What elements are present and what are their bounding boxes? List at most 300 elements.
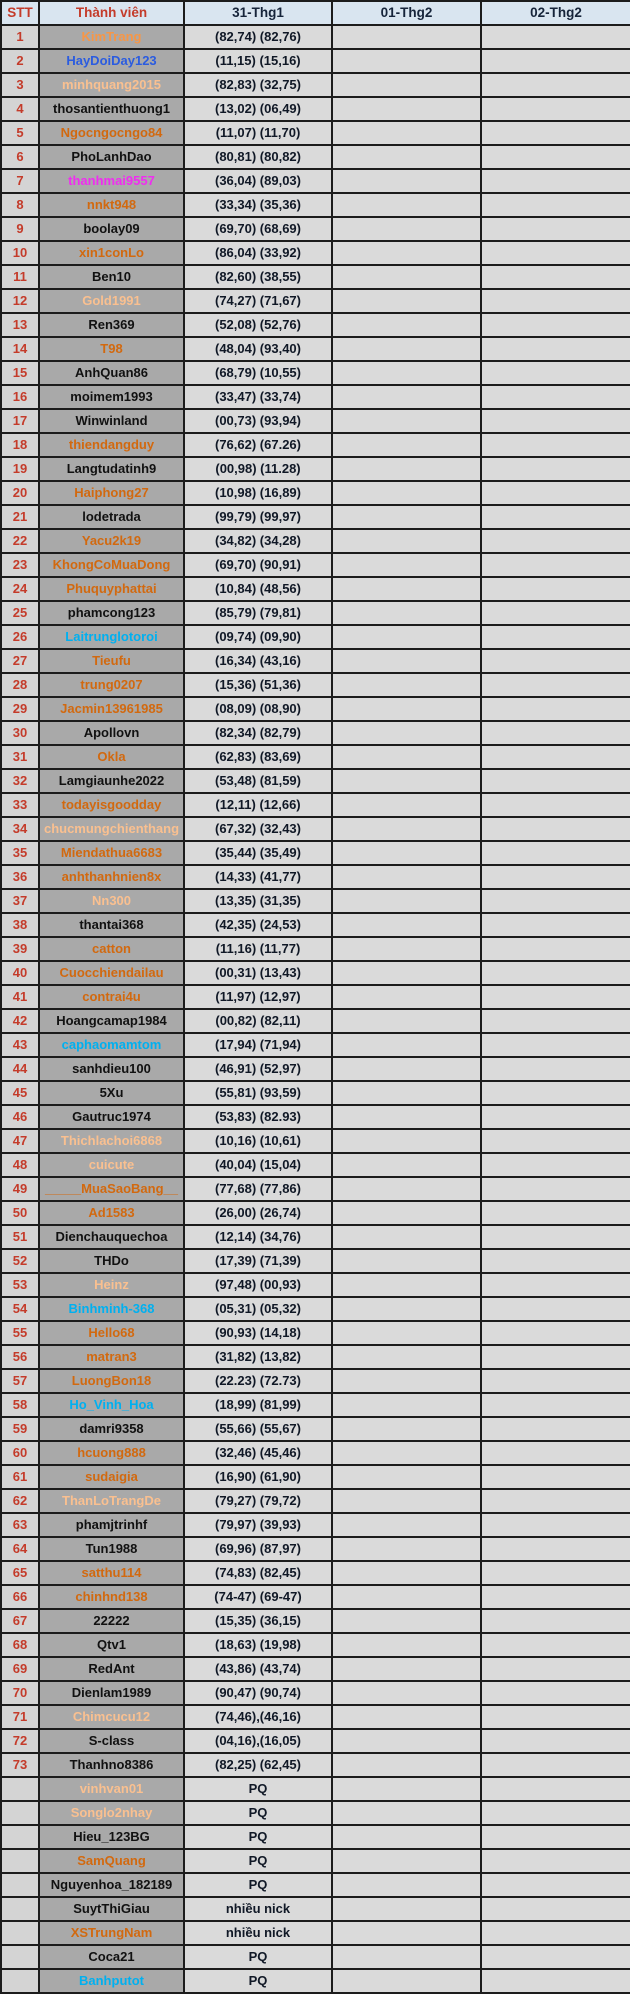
member-name-cell[interactable]: thantai368 [39, 913, 184, 937]
table-row [1, 817, 630, 841]
row-index-cell: 61 [1, 1465, 39, 1489]
table-row [1, 289, 630, 313]
member-name-cell[interactable]: Thichlachoi6868 [39, 1129, 184, 1153]
member-name-cell[interactable]: T98 [39, 337, 184, 361]
member-name-cell[interactable]: Cuocchiendailau [39, 961, 184, 985]
picks-cell-01-thg2 [332, 1801, 481, 1825]
row-index-cell: 48 [1, 1153, 39, 1177]
member-name-cell[interactable]: Ngocngocngo84 [39, 121, 184, 145]
member-name-cell[interactable]: XSTrungNam [39, 1921, 184, 1945]
picks-cell-01-thg2 [332, 817, 481, 841]
table-row [1, 1513, 630, 1537]
header-row [1, 1, 630, 25]
member-name-cell[interactable]: KhongCoMuaDong [39, 553, 184, 577]
member-name-cell[interactable]: Banhputot [39, 1969, 184, 1993]
picks-cell-02-thg2 [481, 649, 630, 673]
picks-cell-02-thg2 [481, 505, 630, 529]
member-name-cell[interactable]: sudaigia [39, 1465, 184, 1489]
picks-cell-02-thg2 [481, 1633, 630, 1657]
picks-cell-02-thg2 [481, 1585, 630, 1609]
picks-cell-31-thg1: (10,98) (16,89) [184, 481, 332, 505]
picks-cell-31-thg1: (74-47) (69-47) [184, 1585, 332, 1609]
table-row [1, 1969, 630, 1993]
row-index-cell: 8 [1, 193, 39, 217]
picks-cell-31-thg1: (15,35) (36,15) [184, 1609, 332, 1633]
picks-cell-02-thg2 [481, 1297, 630, 1321]
table-row [1, 1921, 630, 1945]
row-index-cell: 27 [1, 649, 39, 673]
picks-cell-02-thg2 [481, 1417, 630, 1441]
member-name-cell[interactable]: anhthanhnien8x [39, 865, 184, 889]
picks-cell-31-thg1: (55,81) (93,59) [184, 1081, 332, 1105]
picks-cell-31-thg1: (48,04) (93,40) [184, 337, 332, 361]
member-name-cell[interactable]: Jacmin13961985 [39, 697, 184, 721]
member-name-cell[interactable]: Gold1991 [39, 289, 184, 313]
picks-cell-02-thg2 [481, 1393, 630, 1417]
picks-cell-01-thg2 [332, 793, 481, 817]
member-name-cell[interactable]: Hoangcamap1984 [39, 1009, 184, 1033]
picks-cell-31-thg1: (69,96) (87,97) [184, 1537, 332, 1561]
table-row [1, 1801, 630, 1825]
picks-cell-31-thg1: PQ [184, 1969, 332, 1993]
picks-cell-31-thg1: (69,70) (68,69) [184, 217, 332, 241]
picks-cell-02-thg2 [481, 601, 630, 625]
member-name-cell[interactable]: Haiphong27 [39, 481, 184, 505]
picks-cell-31-thg1: (36,04) (89,03) [184, 169, 332, 193]
picks-cell-01-thg2 [332, 673, 481, 697]
picks-cell-01-thg2 [332, 1321, 481, 1345]
member-name-cell[interactable]: sanhdieu100 [39, 1057, 184, 1081]
picks-cell-31-thg1: (00,73) (93,94) [184, 409, 332, 433]
picks-cell-02-thg2 [481, 937, 630, 961]
row-index-cell: 5 [1, 121, 39, 145]
member-name-cell[interactable]: SuytThiGiau [39, 1897, 184, 1921]
picks-cell-01-thg2 [332, 985, 481, 1009]
table-row [1, 1729, 630, 1753]
picks-cell-02-thg2 [481, 1153, 630, 1177]
picks-cell-31-thg1: nhiều nick [184, 1921, 332, 1945]
picks-cell-02-thg2 [481, 193, 630, 217]
member-name-cell[interactable]: S-class [39, 1729, 184, 1753]
picks-cell-02-thg2 [481, 1969, 630, 1993]
member-name-cell[interactable]: Tun1988 [39, 1537, 184, 1561]
table-row [1, 1393, 630, 1417]
table-row [1, 1825, 630, 1849]
member-name-cell[interactable]: chinhnd138 [39, 1585, 184, 1609]
table-row [1, 97, 630, 121]
picks-cell-02-thg2 [481, 1225, 630, 1249]
member-name-cell[interactable]: Hieu_123BG [39, 1825, 184, 1849]
picks-cell-31-thg1: PQ [184, 1849, 332, 1873]
picks-cell-01-thg2 [332, 193, 481, 217]
picks-cell-01-thg2 [332, 1273, 481, 1297]
row-index-cell: 9 [1, 217, 39, 241]
picks-cell-01-thg2 [332, 1825, 481, 1849]
picks-cell-31-thg1: (77,68) (77,86) [184, 1177, 332, 1201]
member-name-cell[interactable]: RedAnt [39, 1657, 184, 1681]
picks-cell-01-thg2 [332, 1129, 481, 1153]
column-header-02-thg2: 02-Thg2 [481, 1, 630, 25]
table-row [1, 25, 630, 49]
picks-cell-02-thg2 [481, 1009, 630, 1033]
table-row [1, 1489, 630, 1513]
table-row [1, 49, 630, 73]
picks-cell-02-thg2 [481, 745, 630, 769]
table-row [1, 1153, 630, 1177]
picks-cell-01-thg2 [332, 1945, 481, 1969]
picks-cell-01-thg2 [332, 1441, 481, 1465]
picks-cell-31-thg1: (04,16),(16,05) [184, 1729, 332, 1753]
picks-cell-02-thg2 [481, 817, 630, 841]
member-name-cell[interactable]: boolay09 [39, 217, 184, 241]
picks-cell-31-thg1: (15,36) (51,36) [184, 673, 332, 697]
member-name-cell[interactable]: Langtudatinh9 [39, 457, 184, 481]
table-row [1, 1585, 630, 1609]
member-name-cell[interactable]: cuicute [39, 1153, 184, 1177]
picks-cell-01-thg2 [332, 601, 481, 625]
member-name-cell[interactable]: phamcong123 [39, 601, 184, 625]
table-row [1, 193, 630, 217]
member-name-cell[interactable]: Dienlam1989 [39, 1681, 184, 1705]
member-name-cell[interactable]: trung0207 [39, 673, 184, 697]
member-name-cell[interactable]: Ho_Vinh_Hoa [39, 1393, 184, 1417]
picks-cell-31-thg1: (40,04) (15,04) [184, 1153, 332, 1177]
table-row [1, 121, 630, 145]
table-row [1, 505, 630, 529]
member-name-cell[interactable]: Binhminh-368 [39, 1297, 184, 1321]
member-name-cell[interactable]: Laitrunglotoroi [39, 625, 184, 649]
member-name-cell[interactable]: Heinz [39, 1273, 184, 1297]
picks-cell-31-thg1: (13,35) (31,35) [184, 889, 332, 913]
member-name-cell[interactable]: 22222 [39, 1609, 184, 1633]
column-header-01-thg2: 01-Thg2 [332, 1, 481, 25]
row-index-cell: 65 [1, 1561, 39, 1585]
member-name-cell[interactable]: Lamgiaunhe2022 [39, 769, 184, 793]
row-index-cell: 64 [1, 1537, 39, 1561]
member-name-cell[interactable]: Nn300 [39, 889, 184, 913]
table-row [1, 1345, 630, 1369]
picks-cell-01-thg2 [332, 145, 481, 169]
row-index-cell: 3 [1, 73, 39, 97]
picks-cell-01-thg2 [332, 1537, 481, 1561]
picks-cell-02-thg2 [481, 913, 630, 937]
picks-cell-01-thg2 [332, 1489, 481, 1513]
member-name-cell[interactable]: Ad1583 [39, 1201, 184, 1225]
row-index-cell: 21 [1, 505, 39, 529]
picks-cell-02-thg2 [481, 97, 630, 121]
member-name-cell[interactable]: todayisgoodday [39, 793, 184, 817]
member-name-cell[interactable]: Thanhno8386 [39, 1753, 184, 1777]
member-name-cell[interactable]: Ren369 [39, 313, 184, 337]
row-index-cell [1, 1945, 39, 1969]
picks-cell-01-thg2 [332, 361, 481, 385]
member-name-cell[interactable]: 5Xu [39, 1081, 184, 1105]
member-name-cell[interactable]: satthu114 [39, 1561, 184, 1585]
row-index-cell: 40 [1, 961, 39, 985]
member-name-cell[interactable]: catton [39, 937, 184, 961]
table-row [1, 1873, 630, 1897]
picks-cell-01-thg2 [332, 1249, 481, 1273]
picks-cell-31-thg1: (79,27) (79,72) [184, 1489, 332, 1513]
row-index-cell: 11 [1, 265, 39, 289]
picks-cell-01-thg2 [332, 1609, 481, 1633]
member-name-cell[interactable]: contrai4u [39, 985, 184, 1009]
member-name-cell[interactable]: hcuong888 [39, 1441, 184, 1465]
picks-cell-01-thg2 [332, 313, 481, 337]
picks-cell-31-thg1: (67,32) (32,43) [184, 817, 332, 841]
picks-cell-31-thg1: (12,11) (12,66) [184, 793, 332, 817]
picks-cell-02-thg2 [481, 793, 630, 817]
row-index-cell: 49 [1, 1177, 39, 1201]
picks-cell-01-thg2 [332, 1081, 481, 1105]
table-row [1, 1657, 630, 1681]
member-name-cell[interactable]: Hello68 [39, 1321, 184, 1345]
picks-cell-31-thg1: (18,99) (81,99) [184, 1393, 332, 1417]
member-name-cell[interactable]: Yacu2k19 [39, 529, 184, 553]
picks-cell-02-thg2 [481, 265, 630, 289]
member-name-cell[interactable]: Qtv1 [39, 1633, 184, 1657]
picks-cell-31-thg1: (22.23) (72.73) [184, 1369, 332, 1393]
picks-cell-31-thg1: nhiều nick [184, 1897, 332, 1921]
row-index-cell: 24 [1, 577, 39, 601]
picks-cell-01-thg2 [332, 97, 481, 121]
member-name-cell[interactable]: LuongBon18 [39, 1369, 184, 1393]
picks-cell-01-thg2 [332, 1777, 481, 1801]
member-name-cell[interactable]: thanhmai9557 [39, 169, 184, 193]
picks-cell-31-thg1: (10,84) (48,56) [184, 577, 332, 601]
picks-cell-01-thg2 [332, 1225, 481, 1249]
member-name-cell[interactable]: thosantienthuong1 [39, 97, 184, 121]
picks-cell-02-thg2 [481, 289, 630, 313]
table-row [1, 1369, 630, 1393]
picks-cell-01-thg2 [332, 649, 481, 673]
member-name-cell[interactable]: KimTrang [39, 25, 184, 49]
table-row [1, 1753, 630, 1777]
picks-cell-01-thg2 [332, 913, 481, 937]
member-name-cell[interactable]: thiendangduy [39, 433, 184, 457]
row-index-cell [1, 1969, 39, 1993]
picks-cell-01-thg2 [332, 961, 481, 985]
member-name-cell[interactable]: Winwinland [39, 409, 184, 433]
member-name-cell[interactable]: ThanLoTrangDe [39, 1489, 184, 1513]
row-index-cell: 25 [1, 601, 39, 625]
picks-cell-02-thg2 [481, 1657, 630, 1681]
table-row [1, 1537, 630, 1561]
picks-cell-31-thg1: PQ [184, 1945, 332, 1969]
picks-cell-01-thg2 [332, 577, 481, 601]
row-index-cell: 30 [1, 721, 39, 745]
table-row [1, 1009, 630, 1033]
picks-cell-31-thg1: (00,98) (11.28) [184, 457, 332, 481]
table-row [1, 73, 630, 97]
table-row [1, 1897, 630, 1921]
picks-cell-01-thg2 [332, 1177, 481, 1201]
picks-cell-02-thg2 [481, 1801, 630, 1825]
picks-cell-02-thg2 [481, 1105, 630, 1129]
member-name-cell[interactable]: Apollovn [39, 721, 184, 745]
member-name-cell[interactable]: vinhvan01 [39, 1777, 184, 1801]
member-name-cell[interactable]: SamQuang [39, 1849, 184, 1873]
row-index-cell: 47 [1, 1129, 39, 1153]
picks-cell-01-thg2 [332, 529, 481, 553]
picks-cell-31-thg1: (74,27) (71,67) [184, 289, 332, 313]
member-name-cell[interactable]: minhquang2015 [39, 73, 184, 97]
picks-cell-01-thg2 [332, 841, 481, 865]
picks-cell-02-thg2 [481, 625, 630, 649]
table-row [1, 889, 630, 913]
picks-cell-31-thg1: (82,25) (62,45) [184, 1753, 332, 1777]
picks-cell-02-thg2 [481, 1057, 630, 1081]
member-name-cell[interactable]: matran3 [39, 1345, 184, 1369]
picks-cell-01-thg2 [332, 241, 481, 265]
picks-cell-01-thg2 [332, 1921, 481, 1945]
picks-cell-02-thg2 [481, 553, 630, 577]
picks-cell-01-thg2 [332, 505, 481, 529]
picks-cell-01-thg2 [332, 1849, 481, 1873]
member-name-cell[interactable]: damri9358 [39, 1417, 184, 1441]
column-header-member: Thành viên [39, 1, 184, 25]
picks-cell-01-thg2 [332, 481, 481, 505]
picks-cell-02-thg2 [481, 889, 630, 913]
picks-cell-31-thg1: (16,34) (43,16) [184, 649, 332, 673]
row-index-cell: 28 [1, 673, 39, 697]
row-index-cell: 22 [1, 529, 39, 553]
picks-cell-02-thg2 [481, 145, 630, 169]
picks-cell-31-thg1: (34,82) (34,28) [184, 529, 332, 553]
column-header-stt: STT [1, 1, 39, 25]
member-name-cell[interactable]: Tieufu [39, 649, 184, 673]
table-row [1, 793, 630, 817]
picks-cell-01-thg2 [332, 1513, 481, 1537]
picks-cell-31-thg1: (42,35) (24,53) [184, 913, 332, 937]
picks-cell-01-thg2 [332, 433, 481, 457]
member-name-cell[interactable]: AnhQuan86 [39, 361, 184, 385]
member-name-cell[interactable]: moimem1993 [39, 385, 184, 409]
picks-cell-02-thg2 [481, 1729, 630, 1753]
row-index-cell: 39 [1, 937, 39, 961]
picks-cell-02-thg2 [481, 1249, 630, 1273]
picks-cell-01-thg2 [332, 1897, 481, 1921]
row-index-cell: 55 [1, 1321, 39, 1345]
picks-cell-02-thg2 [481, 673, 630, 697]
member-name-cell[interactable]: HayDoiDay123 [39, 49, 184, 73]
member-name-cell[interactable]: Chimcucu12 [39, 1705, 184, 1729]
picks-cell-31-thg1: (05,31) (05,32) [184, 1297, 332, 1321]
table-row [1, 409, 630, 433]
picks-cell-02-thg2 [481, 841, 630, 865]
row-index-cell: 20 [1, 481, 39, 505]
picks-cell-31-thg1: (11,07) (11,70) [184, 121, 332, 145]
member-name-cell[interactable]: Songlo2nhay [39, 1801, 184, 1825]
member-name-cell[interactable]: Okla [39, 745, 184, 769]
picks-cell-02-thg2 [481, 1705, 630, 1729]
member-name-cell[interactable]: Coca21 [39, 1945, 184, 1969]
row-index-cell: 19 [1, 457, 39, 481]
member-name-cell[interactable]: Dienchauquechoa [39, 1225, 184, 1249]
picks-cell-01-thg2 [332, 49, 481, 73]
table-row [1, 865, 630, 889]
member-name-cell[interactable]: Gautruc1974 [39, 1105, 184, 1129]
member-name-cell[interactable]: THDo [39, 1249, 184, 1273]
picks-cell-01-thg2 [332, 1393, 481, 1417]
member-name-cell[interactable]: caphaomamtom [39, 1033, 184, 1057]
member-name-cell[interactable]: Nguyenhoa_182189 [39, 1873, 184, 1897]
picks-cell-31-thg1: (33,34) (35,36) [184, 193, 332, 217]
picks-cell-31-thg1: (11,16) (11,77) [184, 937, 332, 961]
picks-cell-31-thg1: (99,79) (99,97) [184, 505, 332, 529]
table-row [1, 1105, 630, 1129]
picks-cell-02-thg2 [481, 1609, 630, 1633]
row-index-cell: 34 [1, 817, 39, 841]
picks-cell-01-thg2 [332, 625, 481, 649]
member-name-cell[interactable]: xin1conLo [39, 241, 184, 265]
picks-cell-02-thg2 [481, 1489, 630, 1513]
member-name-cell[interactable]: chucmungchienthang [39, 817, 184, 841]
table-row [1, 1633, 630, 1657]
picks-cell-02-thg2 [481, 865, 630, 889]
row-index-cell: 37 [1, 889, 39, 913]
member-name-cell[interactable]: Phuquyphattai [39, 577, 184, 601]
picks-cell-31-thg1: (14,33) (41,77) [184, 865, 332, 889]
row-index-cell [1, 1897, 39, 1921]
picks-cell-01-thg2 [332, 289, 481, 313]
table-row [1, 169, 630, 193]
picks-cell-01-thg2 [332, 1009, 481, 1033]
table-row [1, 1561, 630, 1585]
table-row [1, 385, 630, 409]
row-index-cell: 10 [1, 241, 39, 265]
member-name-cell[interactable]: _____MuaSaoBang__ [39, 1177, 184, 1201]
picks-cell-31-thg1: (18,63) (19,98) [184, 1633, 332, 1657]
row-index-cell: 54 [1, 1297, 39, 1321]
picks-cell-31-thg1: (74,83) (82,45) [184, 1561, 332, 1585]
picks-cell-01-thg2 [332, 1201, 481, 1225]
picks-cell-31-thg1: (53,48) (81,59) [184, 769, 332, 793]
member-name-cell[interactable]: PhoLanhDao [39, 145, 184, 169]
table-row [1, 1081, 630, 1105]
row-index-cell: 32 [1, 769, 39, 793]
picks-cell-01-thg2 [332, 73, 481, 97]
picks-cell-02-thg2 [481, 1945, 630, 1969]
picks-cell-01-thg2 [332, 1345, 481, 1369]
member-name-cell[interactable]: lodetrada [39, 505, 184, 529]
table-row [1, 1297, 630, 1321]
picks-cell-02-thg2 [481, 361, 630, 385]
row-index-cell: 51 [1, 1225, 39, 1249]
picks-cell-02-thg2 [481, 457, 630, 481]
table-row [1, 577, 630, 601]
picks-cell-02-thg2 [481, 217, 630, 241]
picks-cell-01-thg2 [332, 1969, 481, 1993]
member-name-cell[interactable]: Miendathua6683 [39, 841, 184, 865]
column-header-31-thg1: 31-Thg1 [184, 1, 332, 25]
picks-cell-01-thg2 [332, 745, 481, 769]
row-index-cell: 26 [1, 625, 39, 649]
member-name-cell[interactable]: Ben10 [39, 265, 184, 289]
picks-cell-31-thg1: (11,97) (12,97) [184, 985, 332, 1009]
row-index-cell: 2 [1, 49, 39, 73]
member-name-cell[interactable]: nnkt948 [39, 193, 184, 217]
member-name-cell[interactable]: phamjtrinhf [39, 1513, 184, 1537]
picks-cell-01-thg2 [332, 457, 481, 481]
picks-cell-01-thg2 [332, 1705, 481, 1729]
row-index-cell: 14 [1, 337, 39, 361]
picks-cell-31-thg1: (82,34) (82,79) [184, 721, 332, 745]
row-index-cell: 31 [1, 745, 39, 769]
row-index-cell: 17 [1, 409, 39, 433]
table-row [1, 1057, 630, 1081]
picks-cell-02-thg2 [481, 1345, 630, 1369]
